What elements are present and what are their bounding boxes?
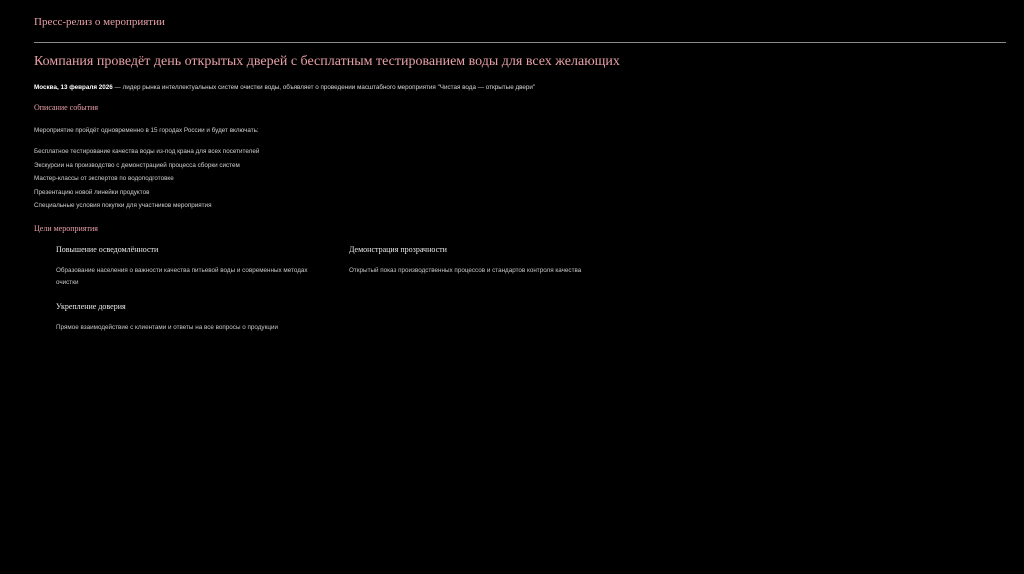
goal-card-transparency bbox=[349, 245, 619, 277]
goal-card-awareness bbox=[56, 245, 326, 289]
goal-title: Повышение осведомлённости bbox=[56, 245, 159, 254]
list-item: Мастер-классы от экспертов по водоподготовке bbox=[34, 175, 174, 183]
goal-card-trust bbox=[56, 302, 326, 334]
header-divider bbox=[34, 42, 1006, 43]
goal-text: Прямое взаимодействие с клиентами и ответы на все вопросы о продукции bbox=[56, 324, 278, 331]
feature-list bbox=[34, 145, 259, 213]
lead-text: — лидер рынка интеллектуальных систем очистки воды, объявляет о проведении масштабного мероприятия "Чистая вода — открытые двери" bbox=[112, 84, 536, 91]
goal-text: Открытый показ производственных процессов и стандартов контроля качества bbox=[349, 267, 582, 274]
goal-text: Образование населения о важности качества питьевой воды и современных методах очистки bbox=[56, 267, 308, 286]
goals-section-title: Цели мероприятия bbox=[34, 224, 98, 233]
description-section-title: Описание события bbox=[34, 103, 99, 112]
list-item: Бесплатное тестирование качества воды из-под крана для всех посетителей bbox=[34, 148, 260, 155]
headline: Компания проведёт день открытых дверей с бесплатным тестированием воды для всех желающих bbox=[34, 54, 620, 69]
list-item: Экскурсии на производство с демонстрацией процесса сборки систем bbox=[34, 161, 240, 169]
description-intro: Мероприятие пройдёт одновременно в 15 городах России и будет включать: bbox=[34, 127, 259, 134]
goal-title: Демонстрация прозрачности bbox=[349, 245, 447, 254]
list-item: Специальные условия покупки для участников мероприятия bbox=[34, 202, 212, 210]
document-label: Пресс-релиз о мероприятии bbox=[34, 16, 165, 28]
list-item: Презентацию новой линейки продуктов bbox=[34, 188, 150, 196]
lead-paragraph bbox=[34, 84, 535, 91]
dateline: Москва, 13 февраля 2026 bbox=[34, 84, 113, 91]
goal-title: Укрепление доверия bbox=[56, 302, 126, 311]
